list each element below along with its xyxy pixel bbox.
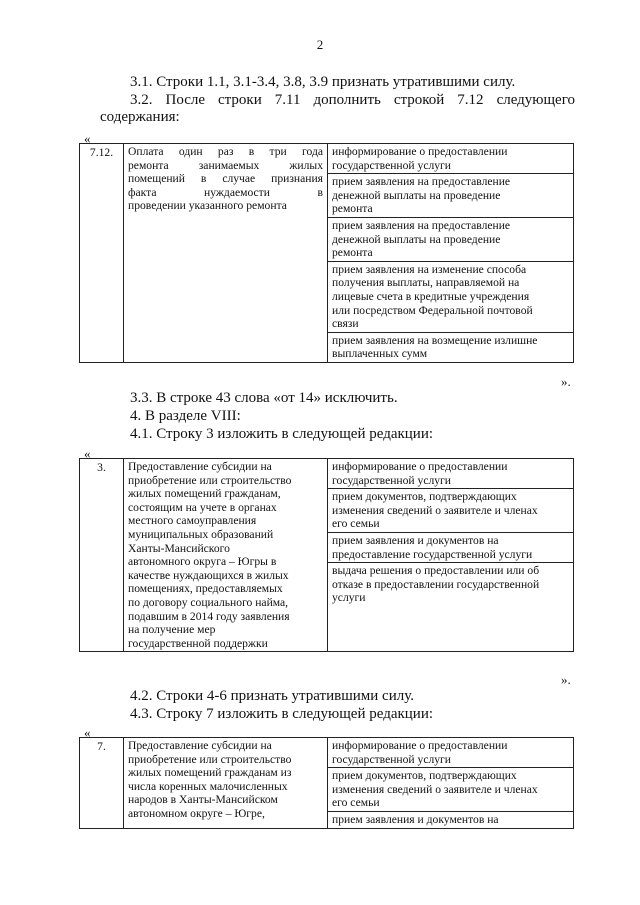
service-step-line: государственной услуги <box>332 473 452 487</box>
service-name-line: помещениях, предоставляемых <box>128 582 283 596</box>
service-name-line: государственной поддержки <box>128 636 268 650</box>
service-step <box>328 533 573 563</box>
service-step-line: изменения сведений о заявителе и членах <box>332 503 538 517</box>
service-step-line: прием заявления и документов на <box>332 812 499 826</box>
service-step <box>328 262 573 333</box>
service-step <box>328 333 573 362</box>
service-step-line: прием документов, подтверждающих <box>332 769 517 783</box>
service-step-line: информирование о предоставлении <box>332 145 508 158</box>
paragraph-3-3: 3.3. В строке 43 слова «от 14» исключить. <box>130 390 398 406</box>
service-step-line: получения выплаты, направляемой на <box>332 276 520 290</box>
service-step <box>328 812 573 828</box>
service-step-line: денежной выплаты на проведение <box>332 232 501 246</box>
row-number: 7. <box>80 738 124 829</box>
service-name-line: Предоставление субсидии на <box>128 460 272 473</box>
service-name-line: числа коренных малочисленных <box>128 779 288 793</box>
service-name-cell <box>124 738 328 829</box>
service-name-line: подавшим в 2014 году заявления <box>128 609 290 623</box>
service-step-line: прием заявления на предоставление <box>332 218 511 232</box>
quote-open-3: « <box>84 725 91 740</box>
page-number: 2 <box>316 37 324 52</box>
paragraph-4: 4. В разделе VIII: <box>130 408 241 424</box>
service-step-line: прием заявления на предоставление <box>332 175 511 189</box>
service-step-line: ремонта <box>332 246 373 260</box>
service-name-line: ремонта занимаемых жилых <box>128 158 323 172</box>
service-name-line: народов в Ханты-Мансийском <box>128 793 278 807</box>
service-name-line: автономного округа – Югры в <box>128 555 277 569</box>
service-name-line: качестве нуждающихся в жилых <box>128 568 289 582</box>
table-row-7-12 <box>79 143 574 363</box>
service-step-line: его семьи <box>332 796 380 810</box>
row-number: 3. <box>80 459 124 652</box>
service-step-line: денежной выплаты на проведение <box>332 188 501 202</box>
service-name-line: муниципальных образований <box>128 527 274 541</box>
row-number: 7.12. <box>80 144 124 363</box>
service-name-line: Предоставление субсидии на <box>128 739 272 752</box>
service-step <box>328 489 573 533</box>
paragraph-4-1: 4.1. Строку 3 изложить в следующей редакции: <box>130 426 434 442</box>
paragraph-3-2: 3.2. После строки 7.11 дополнить строкой 7.12 следующего <box>130 92 575 108</box>
paragraph-4-3: 4.3. Строку 7 изложить в следующей редакции: <box>130 706 434 722</box>
service-name-line: проведении указанного ремонта <box>128 199 287 213</box>
service-steps-cell <box>328 459 574 652</box>
service-name-line: по договору социального найма, <box>128 595 289 609</box>
service-step-line: предоставление государственной услуги <box>332 547 533 561</box>
service-step-line: выдача решения о предоставлении или об <box>332 564 540 578</box>
table-row-7 <box>79 737 574 829</box>
service-step-line: изменения сведений о заявителе и членах <box>332 782 538 796</box>
service-step-line: прием документов, подтверждающих <box>332 490 517 504</box>
service-step-line: прием заявления и документов на <box>332 533 499 547</box>
service-step-line: государственной услуги <box>332 158 452 172</box>
service-name-line: автономном округе – Югре, <box>128 806 265 820</box>
service-step <box>328 768 573 812</box>
service-step <box>328 144 573 174</box>
service-name-line: приобретение или строительство <box>128 473 292 487</box>
paragraph-4-2: 4.2. Строки 4-6 признать утратившими силу. <box>130 688 414 704</box>
service-step-line: информирование о предоставлении <box>332 739 508 752</box>
service-name-line: состоящим на учете в органах <box>128 500 277 514</box>
service-step-line: выплаченных сумм <box>332 347 428 361</box>
quote-close-2: ». <box>561 672 571 687</box>
service-step-line: связи <box>332 317 359 331</box>
paragraph-3-1: 3.1. Строки 1.1, 3.1-3.4, 3.8, 3.9 признать утратившими силу. <box>130 74 516 90</box>
quote-open-2: « <box>84 446 91 461</box>
service-step-line: прием заявления на изменение способа <box>332 262 527 276</box>
service-step-line: или посредством Федеральной почтовой <box>332 303 533 317</box>
quote-close-1: ». <box>561 374 571 389</box>
table-row-3 <box>79 458 574 652</box>
service-name-cell <box>124 459 328 652</box>
quote-open-1: « <box>84 131 91 146</box>
service-name-line: Оплата один раз в три года <box>128 145 323 158</box>
service-step-line: его семьи <box>332 517 380 531</box>
service-name-line: местного самоуправления <box>128 514 257 528</box>
service-steps-cell <box>328 738 574 829</box>
service-step <box>328 563 573 606</box>
service-step-line: государственной услуги <box>332 752 452 766</box>
service-name-line: жилых помещений гражданам из <box>128 766 292 780</box>
service-step-line: услуги <box>332 591 366 605</box>
service-name-line: приобретение или строительство <box>128 752 292 766</box>
service-name-line: Ханты-Мансийского <box>128 541 230 555</box>
service-step-line: отказе в предоставлении государственной <box>332 577 540 591</box>
service-step-line: прием заявления на возмещение излишне <box>332 333 538 347</box>
service-name-line: жилых помещений гражданам, <box>128 487 281 501</box>
service-step <box>328 174 573 218</box>
service-name-line: помещений в случае признания <box>128 172 323 186</box>
service-step <box>328 459 573 489</box>
service-steps-cell <box>328 144 574 363</box>
service-step-line: информирование о предоставлении <box>332 460 508 473</box>
service-name-cell <box>124 144 328 363</box>
service-step <box>328 738 573 768</box>
paragraph-3-2-cont: содержания: <box>100 109 180 125</box>
service-name-line: факта нуждаемости в <box>128 185 323 199</box>
service-step-line: ремонта <box>332 202 373 216</box>
service-step-line: лицевые счета в кредитные учреждения <box>332 289 530 303</box>
service-name-line: на получение мер <box>128 623 216 637</box>
service-step <box>328 218 573 262</box>
